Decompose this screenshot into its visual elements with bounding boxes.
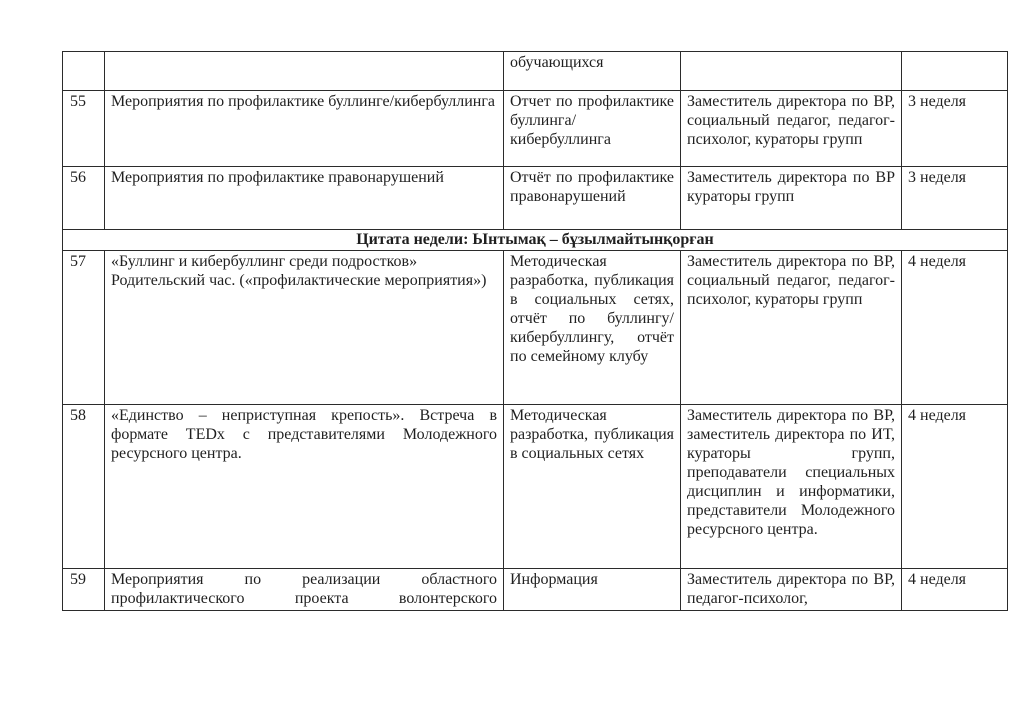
row-number-cell: 58 — [63, 405, 105, 569]
activity-paragraph: Родительский час. («профилактические мероприятия») — [111, 272, 487, 289]
result-cell: обучающихся — [504, 52, 681, 91]
activity-cell: Мероприятия по реализации областного профилактического проекта волонтерского — [105, 569, 504, 611]
activity-cell: Мероприятия по профилактике буллинге/кибербуллинга — [105, 91, 504, 167]
row-number-cell: 56 — [63, 167, 105, 230]
result-cell: Методическая разработка, публикация в социальных сетях, отчёт по буллингу/кибербуллингу, отчёт по семейному клубу — [504, 251, 681, 405]
activity-cell — [105, 52, 504, 91]
table-row — [63, 405, 1008, 569]
responsible-cell: Заместитель директора по ВР, заместитель директора по ИТ, кураторы групп, преподаватели специальных дисциплин и информатики, представители Молодежного ресурсного центра. — [681, 405, 902, 569]
table-row — [63, 91, 1008, 167]
quote-of-week-row — [63, 230, 1008, 251]
activity-cell: Мероприятия по профилактике правонарушений — [105, 167, 504, 230]
table-row — [63, 569, 1008, 611]
week-cell: 4 неделя — [902, 251, 1008, 405]
result-cell: Информация — [504, 569, 681, 611]
table-row — [63, 251, 1008, 405]
result-cell: Отчет по профилактике буллинга/кибербуллинга — [504, 91, 681, 167]
activity-cell — [105, 251, 504, 405]
row-number-cell: 55 — [63, 91, 105, 167]
row-number-cell — [63, 52, 105, 91]
responsible-cell: Заместитель директора по ВР, социальный педагог, педагог-психолог, кураторы групп — [681, 251, 902, 405]
week-cell: 3 неделя — [902, 91, 1008, 167]
result-cell: Отчёт по профилактике правонарушений — [504, 167, 681, 230]
responsible-cell: Заместитель директора по ВР, педагог-психолог, — [681, 569, 902, 611]
table-row — [63, 167, 1008, 230]
responsible-cell — [681, 52, 902, 91]
activity-cell: «Единство – неприступная крепость». Встреча в формате TEDx с представителями Молодежного ресурсного центра. — [105, 405, 504, 569]
activity-paragraph: «Буллинг и кибербуллинг среди подростков» — [111, 253, 418, 270]
table-row-continuation — [63, 52, 1008, 91]
responsible-cell: Заместитель директора по ВР, социальный педагог, педагог-психолог, кураторы групп — [681, 91, 902, 167]
week-cell: 3 неделя — [902, 167, 1008, 230]
week-cell — [902, 52, 1008, 91]
row-number-cell: 59 — [63, 569, 105, 611]
week-cell: 4 неделя — [902, 405, 1008, 569]
row-number-cell: 57 — [63, 251, 105, 405]
week-cell: 4 неделя — [902, 569, 1008, 611]
result-cell: Методическая разработка, публикация в социальных сетях — [504, 405, 681, 569]
quote-of-week-text: Цитата недели: Ынтымақ – бұзылмайтынқорған — [63, 230, 1008, 251]
responsible-cell: Заместитель директора по ВР кураторы групп — [681, 167, 902, 230]
activity-plan-table — [62, 51, 1008, 611]
